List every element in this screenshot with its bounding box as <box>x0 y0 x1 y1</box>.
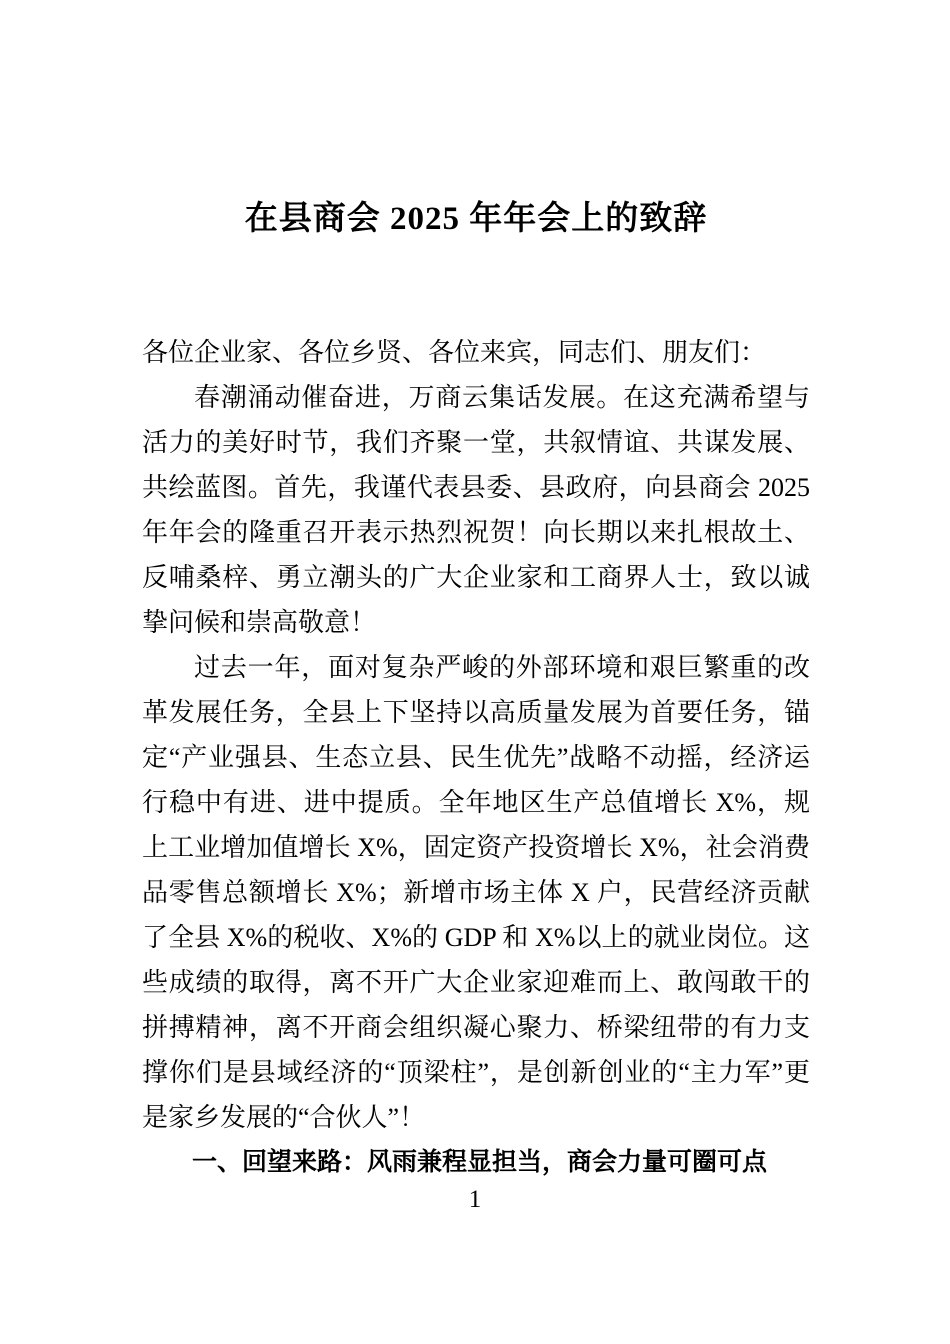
body-paragraph-2: 过去一年，面对复杂严峻的外部环境和艰巨繁重的改革发展任务，全县上下坚持以高质量发展为首要任务，锚定“产业强县、生态立县、民生优先”战略不动摇，经济运行稳中有进、进中提质。全年地区生产总值增长 X%，规上工业增加值增长 X%，固定资产投资增长 X%，社会消费品零售总额增长 X%；新增市场主体 X 户，民营经济贡献了全县 X%的税收、X%的 GDP 和 X%以上的就业岗位。这些成绩的取得，离不开广大企业家迎难而上、敢闯敢干的拼搏精神，离不开商会组织凝心聚力、桥梁纽带的有力支撑你们是县域经济的“顶梁柱”，是创新创业的“主力军”更是家乡发展的“合伙人”！ <box>142 653 810 1132</box>
salutation-line: 各位企业家、各位乡贤、各位来宾，同志们、朋友们： <box>142 338 767 367</box>
page-number: 1 <box>468 1186 482 1213</box>
document-title: 在县商会 2025 年年会上的致辞 <box>244 201 708 237</box>
document-content <box>142 197 810 1185</box>
section-heading-1: 一、回望来路：风雨兼程显担当，商会力量可圈可点 <box>192 1148 768 1176</box>
body-paragraph-1: 春潮涌动催奋进，万商云集话发展。在这充满希望与活力的美好时节，我们齐聚一堂，共叙情谊、共谋发展、共绘蓝图。首先，我谨代表县委、县政府，向县商会 2025 年年会的隆重召开表示热烈祝贺！向长期以来扎根故土、反哺桑梓、勇立潮头的广大企业家和工商界人士，致以诚挚问候和崇高敬意！ <box>142 383 810 637</box>
